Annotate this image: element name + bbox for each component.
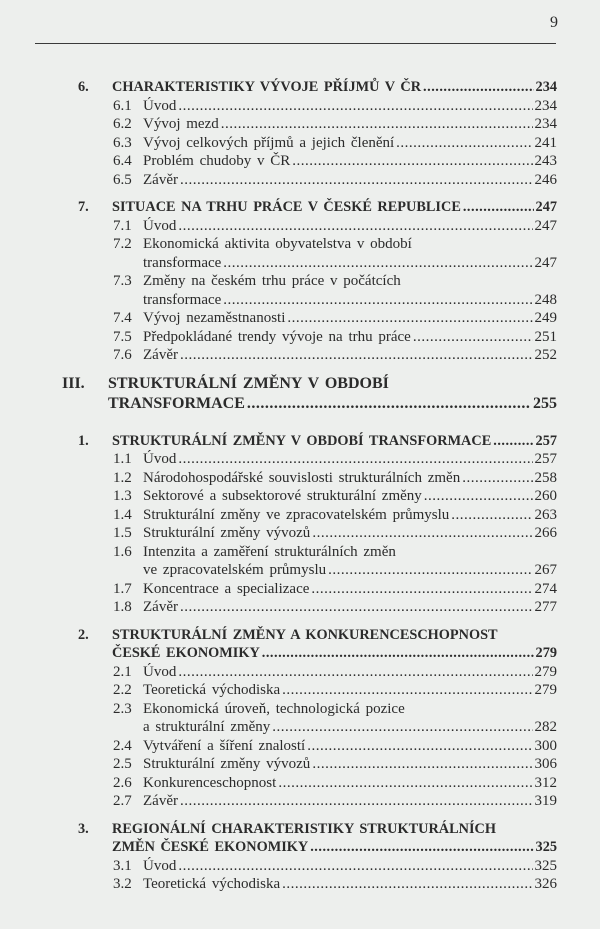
toc-page-number: 326 [534, 876, 557, 892]
toc-entry-title: TRANSFORMACE [108, 394, 245, 412]
toc-part-row[interactable] [0, 394, 557, 414]
toc-entry-title: STRUKTURÁLNÍ ZMĚNY A KONKURENCESCHOPNOST [112, 626, 498, 643]
toc-entry-number: 7.5 [113, 328, 132, 345]
toc-entry-number: 1.6 [113, 543, 132, 560]
toc-entry-title: Problém chudoby v ČR [143, 153, 291, 169]
toc-page-number: 246 [534, 171, 557, 188]
dot-leader [328, 561, 532, 580]
toc-page-number: 279 [535, 645, 557, 661]
toc-chapter-row[interactable] [0, 198, 557, 217]
toc-entry-title: transformace [143, 291, 222, 308]
toc-page-number: 282 [534, 719, 557, 735]
toc-entry-title: Vytváření a šíření znalostí [143, 737, 306, 754]
dot-leader [292, 152, 532, 171]
toc-entry-number: 6.1 [113, 97, 132, 114]
toc-entry-number: 7.3 [113, 273, 132, 289]
toc-entry-number: 3.2 [113, 876, 132, 892]
toc-entry-title: ČESKÉ EKONOMIKY [112, 645, 260, 661]
toc-entry-title: Ekonomická úroveň, technologická pozice [143, 700, 405, 717]
toc-entry-title: ZMĚN ČESKÉ EKONOMIKY [112, 839, 309, 855]
toc-entry-title: Závěr [143, 347, 178, 363]
toc-page-number: 255 [533, 394, 557, 412]
toc-section-row[interactable] [0, 561, 557, 580]
dot-leader [262, 644, 534, 663]
table-of-contents [0, 78, 557, 894]
toc-section-row[interactable] [0, 755, 557, 774]
toc-page-number: 257 [534, 451, 557, 467]
toc-section-row[interactable] [0, 681, 557, 700]
dot-leader [180, 171, 533, 190]
toc-page-number: 249 [534, 310, 557, 326]
toc-entry-number: 7.2 [113, 236, 132, 252]
toc-page-number: 234 [534, 97, 557, 114]
toc-section-row[interactable] [0, 254, 557, 273]
toc-entry-number: 7. [78, 199, 89, 215]
dot-leader [396, 134, 532, 153]
toc-page-number: 325 [534, 857, 557, 874]
toc-entry-number: 1.5 [113, 525, 132, 541]
dot-leader [178, 450, 532, 469]
page-number: 9 [550, 14, 558, 31]
toc-entry-title: Teoretická východiska [143, 682, 281, 698]
toc-page-number: 277 [534, 599, 557, 615]
toc-entry-title: Úvod [143, 451, 177, 467]
toc-entry-title: SITUACE NA TRHU PRÁCE V ČESKÉ REPUBLICE [112, 199, 461, 215]
toc-section-row[interactable] [0, 346, 557, 365]
toc-entry-title: Ekonomická aktivita obyvatelstva v období [143, 236, 412, 252]
toc-page-number: 279 [534, 663, 557, 680]
toc-page-number: 325 [535, 839, 557, 855]
toc-entry-number: 7.6 [113, 347, 132, 363]
toc-entry-title: Úvod [143, 857, 177, 874]
dot-leader [463, 198, 534, 217]
toc-entry-title: CHARAKTERISTIKY VÝVOJE PŘÍJMŮ V ČR [112, 79, 422, 95]
toc-entry-number: 2.5 [113, 756, 132, 772]
dot-leader [311, 580, 532, 599]
toc-entry-title: Teoretická východiska [143, 876, 281, 892]
dot-leader [312, 755, 532, 774]
toc-entry-title: Sektorové a subsektorové strukturální změny [143, 488, 422, 504]
toc-section-row[interactable] [0, 700, 557, 719]
dot-leader [312, 524, 532, 543]
toc-entry-number: 1.7 [113, 580, 132, 597]
toc-section-row[interactable] [0, 543, 557, 562]
toc-section-row[interactable] [0, 291, 557, 310]
toc-chapter-row[interactable] [0, 644, 557, 663]
dot-leader [178, 97, 532, 116]
toc-section-row[interactable] [0, 524, 557, 543]
toc-entry-title: Závěr [143, 793, 178, 809]
toc-entry-number: III. [62, 374, 85, 392]
toc-entry-number: 6.3 [113, 134, 132, 151]
toc-entry-number: 2.4 [113, 737, 132, 754]
toc-entry-title: Úvod [143, 97, 177, 114]
toc-page-number: 234 [535, 79, 557, 95]
dot-leader [462, 469, 532, 488]
toc-section-row[interactable] [0, 152, 557, 171]
toc-chapter-row[interactable] [0, 626, 557, 645]
toc-entry-title: Vývoj celkových příjmů a jejich členění [143, 134, 395, 151]
toc-entry-number: 1.3 [113, 488, 132, 504]
toc-entry-title: Závěr [143, 599, 178, 615]
toc-page-number: 247 [534, 217, 557, 234]
toc-page-number: 257 [535, 432, 557, 449]
toc-chapter-row[interactable] [0, 838, 557, 857]
toc-entry-title: transformace [143, 254, 222, 271]
dot-leader [493, 432, 533, 451]
toc-entry-number: 2.3 [113, 700, 132, 717]
toc-entry-number: 3.1 [113, 857, 132, 874]
toc-entry-title: ve zpracovatelském průmyslu [143, 562, 327, 578]
toc-chapter-row[interactable] [0, 78, 557, 97]
toc-entry-title: a strukturální změny [143, 719, 271, 735]
toc-entry-number: 1.4 [113, 506, 132, 523]
toc-section-row[interactable] [0, 97, 557, 116]
toc-chapter-row[interactable] [0, 432, 557, 451]
dot-leader [278, 774, 532, 793]
toc-entry-number: 2.1 [113, 663, 132, 680]
toc-page-number: 247 [535, 199, 557, 215]
toc-page-number: 248 [534, 291, 557, 308]
toc-page-number: 247 [534, 254, 557, 271]
toc-entry-title: REGIONÁLNÍ CHARAKTERISTIKY STRUKTURÁLNÍCH [112, 820, 496, 837]
toc-page-number: 300 [534, 737, 557, 754]
toc-entry-title: Předpokládané trendy vývoje na trhu práce [143, 328, 411, 345]
header-rule [35, 43, 556, 44]
toc-page-number: 266 [534, 525, 557, 541]
toc-entry-title: Úvod [143, 217, 177, 234]
dot-leader [178, 857, 532, 876]
toc-entry-title: STRUKTURÁLNÍ ZMĚNY V OBDOBÍ [108, 374, 389, 392]
dot-leader [223, 291, 532, 310]
toc-entry-title: Strukturální změny vývozů [143, 756, 311, 772]
toc-section-row[interactable] [0, 663, 557, 682]
toc-page-number: 312 [534, 774, 557, 791]
toc-section-row[interactable] [0, 328, 557, 347]
toc-entry-title: Vývoj mezd [143, 116, 219, 132]
dot-leader [180, 598, 533, 617]
toc-entry-number: 1.8 [113, 599, 132, 615]
toc-entry-title: Závěr [143, 171, 178, 188]
toc-page-number: 251 [534, 328, 557, 345]
toc-entry-title: Konkurenceschopnost [143, 774, 277, 791]
toc-page-number: 258 [534, 469, 557, 486]
dot-leader [247, 394, 531, 414]
toc-entry-title: Intenzita a zaměření strukturálních změn [143, 543, 396, 560]
dot-leader [423, 78, 534, 97]
toc-section-row[interactable] [0, 235, 557, 254]
toc-section-row[interactable] [0, 171, 557, 190]
dot-leader [307, 737, 532, 756]
toc-entry-number: 6.2 [113, 116, 132, 132]
toc-page-number: 319 [534, 793, 557, 809]
toc-entry-number: 2. [78, 626, 89, 643]
toc-entry-number: 3. [78, 820, 89, 837]
dot-leader [282, 681, 532, 700]
toc-entry-number: 2.6 [113, 774, 132, 791]
dot-leader [178, 217, 532, 236]
toc-section-row[interactable] [0, 598, 557, 617]
toc-page-number: 279 [534, 682, 557, 698]
dot-leader [413, 328, 533, 347]
toc-page-number: 267 [534, 562, 557, 578]
dot-leader [178, 663, 532, 682]
dot-leader [451, 506, 532, 525]
toc-entry-title: Strukturální změny ve zpracovatelském průmyslu [143, 506, 450, 523]
toc-entry-number: 7.4 [113, 310, 132, 326]
toc-entry-number: 2.7 [113, 793, 132, 809]
dot-leader [223, 254, 532, 273]
dot-leader [282, 875, 532, 894]
toc-page-number: 306 [534, 756, 557, 772]
toc-page-number: 263 [534, 506, 557, 523]
toc-section-row[interactable] [0, 774, 557, 793]
dot-leader [180, 792, 533, 811]
toc-entry-number: 1. [78, 432, 89, 449]
toc-page-number: 243 [534, 153, 557, 169]
toc-entry-title: STRUKTURÁLNÍ ZMĚNY V OBDOBÍ TRANSFORMACE [112, 432, 492, 449]
dot-leader [272, 718, 532, 737]
toc-entry-number: 1.1 [113, 451, 132, 467]
dot-leader [310, 838, 533, 857]
toc-page-number: 252 [534, 347, 557, 363]
dot-leader [221, 115, 533, 134]
toc-section-row[interactable] [0, 875, 557, 894]
toc-section-row[interactable] [0, 469, 557, 488]
toc-section-row[interactable] [0, 487, 557, 506]
toc-section-row[interactable] [0, 450, 557, 469]
toc-entry-title: Vývoj nezaměstnanosti [143, 310, 286, 326]
toc-page-number: 274 [534, 580, 557, 597]
toc-entry-number: 2.2 [113, 682, 132, 698]
toc-section-row[interactable] [0, 857, 557, 876]
toc-section-row[interactable] [0, 737, 557, 756]
toc-entry-title: Strukturální změny vývozů [143, 525, 311, 541]
toc-page-number: 241 [534, 134, 557, 151]
toc-chapter-row[interactable] [0, 820, 557, 839]
toc-section-row[interactable] [0, 718, 557, 737]
toc-section-row[interactable] [0, 272, 557, 291]
toc-section-row[interactable] [0, 134, 557, 153]
toc-entry-number: 6.5 [113, 171, 132, 188]
toc-entry-number: 6.4 [113, 153, 132, 169]
toc-entry-number: 1.2 [113, 469, 132, 486]
toc-section-row[interactable] [0, 309, 557, 328]
toc-page-number: 234 [534, 116, 557, 132]
dot-leader [424, 487, 533, 506]
toc-section-row[interactable] [0, 792, 557, 811]
toc-entry-title: Národohospodářské souvislosti strukturálních změn [143, 469, 461, 486]
toc-part-row[interactable] [0, 374, 557, 394]
toc-entry-title: Změny na českém trhu práce v počátcích [143, 273, 401, 289]
toc-page-number: 260 [534, 488, 557, 504]
toc-entry-number: 6. [78, 79, 89, 95]
toc-section-row[interactable] [0, 506, 557, 525]
dot-leader [287, 309, 532, 328]
toc-entry-title: Koncentrace a specializace [143, 580, 310, 597]
toc-entry-number: 7.1 [113, 217, 132, 234]
toc-section-row[interactable] [0, 115, 557, 134]
toc-entry-title: Úvod [143, 663, 177, 680]
dot-leader [180, 346, 533, 365]
toc-section-row[interactable] [0, 580, 557, 599]
toc-section-row[interactable] [0, 217, 557, 236]
